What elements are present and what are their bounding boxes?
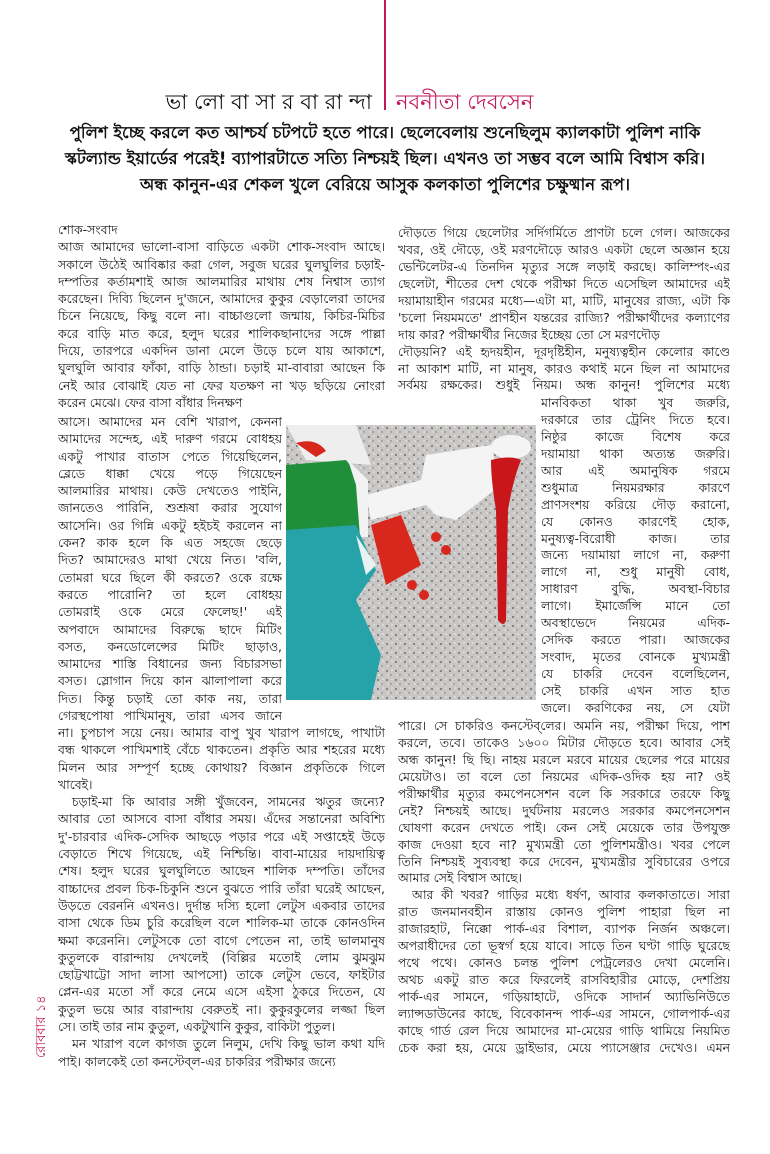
text-line: দিত? আমাদেরও মাথা খেয়ে নিত। 'বলি,: [58, 552, 282, 568]
text-line: আর কী খবর? গাড়ির মধ্যে ধর্ষণ, আবার কলকাতাতে। সারা: [412, 887, 730, 903]
text-line: লাগে না, শুধু মানুষী বোধ,: [541, 564, 730, 580]
text-line: অপরাধীদের তো ভূস্বর্গ হয়ে যাবে। সাড়ে তিন ঘণ্টা গাড়ি ঘুরেছে: [398, 938, 730, 954]
text-line: যে চাকরি দেবেন বলেছিলেন,: [541, 666, 730, 681]
right-column-wrap: [541, 395, 730, 717]
text-line: ছোট্টখাট্টো সাদা লাসা আপসো) তাকে লেটুস ভেবে, ফাইটার: [58, 967, 385, 983]
text-line: নেই? নিশ্চয়ই আছে। দুর্ঘটনায় মরলেও সরকার কমপেনসেশন: [398, 802, 730, 818]
text-line: প্রাণসংশয় করিয়ে দৌড় করানো,: [541, 496, 730, 512]
text-line: পারে। সে চাকরিও কনস্টেব্‌লের। অমনি নয়, পরীক্ষা দিয়ে, পাশ: [398, 718, 730, 733]
text-line: কুতুল ভয়ে আর বারান্দায় বেরুতই না। কুকুরকুলের লজ্জা ছিল: [58, 1001, 385, 1017]
text-line: আবার তো আসবে বাসা বাঁধার সময়। এঁদের সন্তানেরা অবিশ্যি: [58, 811, 385, 827]
text-line: লাগে। ইমার্জেন্সি মানে তো: [541, 598, 730, 614]
text-line: সকালে উঠেই আবিষ্কার করা গেল, সবুজ ঘরের ঘুলঘুলির চড়াই-: [58, 256, 385, 272]
text-line: বন্ধ থাকলে পাখিমশাই বেঁচে থাকতেন। প্রকৃতি আর শহরের মধ্যে: [58, 742, 385, 758]
text-line: দায় কার? পরীক্ষার্থীর নিজের ইচ্ছেয় তো সে মরণদৌড়: [398, 326, 660, 342]
article-photo: [286, 425, 536, 700]
text-line: মেয়েটাও। তা বলে তো নিয়মের এদিক-ওদিক হয় না? ওই: [398, 768, 730, 784]
text-line: জলে। করণিকের নয়, সে যেটা: [541, 699, 730, 715]
text-line: একটু পাখার বাতাস পেতে গিয়েছিলেন,: [58, 448, 282, 464]
text-line: অন্ধ কানুন! ছি ছি। নাহয় মরলে মরবে মায়ের ছেলের পরে মায়ের: [398, 751, 730, 767]
text-line: সেই চাকরি এখন সাত হাত: [541, 682, 730, 698]
text-line: আজ আমাদের ভালো-বাসা বাড়িতে একটা শোক-সংবাদ আছে।: [58, 239, 385, 255]
text-line: বেড়াতে শিখে গিয়েছে, এই নিশ্চিন্তি। বাবা-মায়ের দায়দায়িত্ব: [58, 846, 385, 862]
text-line: পাই। কালকেই তো কনস্টেব্‌ল-এর চাকরির পরীক্ষার জন্যে: [58, 1053, 336, 1069]
text-line: যে কোনও কারণেই হোক,: [541, 513, 730, 529]
text-line: বাসা থেকে ডিম চুরি করেছিল বলে শালিক-মা তাকে কোনওদিন: [58, 915, 385, 931]
text-line: করতে পারোনি? তা হলে বোধহয়: [58, 586, 282, 602]
text-line: পার্ক-এর সামনে, গড়িয়াহাটে, ওদিকে সাদার্ন অ্যাভিনিউতে: [398, 989, 730, 1004]
text-line: কুতুলকে বারান্দায় দেখলেই (বিল্লির মতোই লোম ঝুমঝুম: [58, 949, 385, 965]
text-line: ল্যান্সডাউনের কাছে, বিবেকানন্দ পার্ক-এর সামনে, গোলপার্ক-এর: [398, 1005, 730, 1021]
text-line: খাবেই।: [58, 776, 93, 792]
author-name: নবনীতা দেবসেন: [396, 90, 534, 114]
running-figure-blood-illustration-icon: [286, 425, 536, 700]
text-line: রাত জনমানবহীন রাস্তায় কোনও পুলিশ পাহারা ছিল না: [398, 904, 730, 920]
text-line: নেই আর বোঝাই যেত না ফের যতক্ষণ না খড় ছড়িয়ে নোংরা: [58, 377, 385, 393]
text-line: বাচ্চাদের প্রবল চিক-চিকুনি শুনে বুঝতে পারি তাঁরা ঘরেই আছেন,: [58, 880, 385, 896]
text-line: মানবিকতা থাকা খুব জরুরি,: [541, 395, 730, 410]
text-line: চিনে নিয়েছে, কিছু বলে না। বাচ্চাগুলো জন্মায়, কিচির-মিচির: [58, 308, 385, 324]
text-line: দরকারে তার ট্রেনিং দিতে হবে।: [541, 411, 730, 427]
text-line: জন্যে দয়ামায়া লাগে না, করুণা: [541, 547, 730, 563]
text-line: প্লেন-এর মতো সাঁ করে নেমে এসে এইসা ঠুকরে দিতেন, যে: [58, 984, 385, 1000]
text-line: মনুষ্যত্ব-বিরোধী কাজ। তার: [541, 530, 730, 546]
text-line: অবস্থাভেদে নিয়মের এদিক-: [541, 615, 730, 631]
standfirst-line: পুলিশ ইচ্ছে করলে কত আশ্চর্য চটপটে হতে পারে। ছেলেবেলায় শুনেছিলুম ক্যালকাটা পুলিশ নাকি: [69, 123, 701, 142]
text-line: দৌড়তে গিয়ে ছেলেটার সর্দিগর্মিতে প্রাণটা চলে গেল। আজকের: [398, 225, 730, 240]
text-line: পথে পথে। কোনও চলন্ত পুলিশ পেট্রলেরও দেখা মেলেনি।: [398, 955, 730, 971]
text-line: আলমারির মাথায়। কেউ দেখতেও পাইনি,: [58, 483, 282, 499]
text-line: দম্পতির কর্তামশাই আজ আলমারির মাথায় শেষ নিশ্বাস ত্যাগ: [58, 273, 385, 289]
text-line: চড়াই-মা কি আবার সঙ্গী খুঁজবেন, সামনের ঋতুর জন্যে?: [72, 794, 385, 810]
text-line: না আকাশ মাটি, না মানুষ, কারও কথাই মনে ছিল না আমাদের: [398, 360, 730, 376]
left-column-wrap: [58, 413, 282, 724]
column-title: ভা লো বা সা র বা রা ন্দা: [165, 90, 372, 114]
page-folio: রোববার ১৪: [34, 995, 49, 1058]
text-line: ঘুলঘুলি আবার ফাঁকা, বাড়ি ঠান্ডা। চড়াই মা-বাবারা আছেন কি: [58, 360, 385, 376]
section-heading: শোক-সংবাদ: [58, 222, 118, 237]
text-line: বসত, কনডোলেন্সের মিটিং ছাড়াও,: [58, 638, 282, 654]
text-line: সেদিক করতে পারা। আজকের: [541, 632, 730, 648]
text-line: শুধুমাত্র নিয়মরক্ষার কারণে: [541, 479, 730, 495]
text-line: রাজারহাট, নিক্কো পার্ক-এর বিশাল, ব্যাপক নির্জন অঞ্চলে।: [398, 921, 730, 937]
text-line: আমাদের সন্দেহ, এই দারুণ গরমে বোধহয়: [58, 431, 282, 447]
text-line: দিয়ে, তারপরে একদিন ডানা মেলে উড়ে চলে যায় আকাশে,: [58, 343, 385, 359]
text-line: করেন মেঝে। ফের বাসা বাঁধার দিনক্ষণ: [58, 394, 243, 410]
left-column-top: [58, 221, 385, 411]
text-line: সাধারণ বুদ্ধি, অবস্থা-বিচার: [541, 581, 730, 597]
standfirst-line: স্কটল্যান্ড ইয়ার্ডের পরেই! ব্যাপারটাতে সত্যি নিশ্চয়ই ছিল। এখনও তা সম্ভব বলে আমি বিশ্বাস করি।: [65, 149, 705, 168]
standfirst-line: অন্ধ কানুন-এর শেকল খুলে বেরিয়ে আসুক কলকাতা পুলিশের চক্ষুষ্মান রূপ।: [139, 175, 631, 194]
text-line: খবর, ওই দৌড়ে, ওই মরণদৌড়ে আরও একটা ছেলে অজ্ঞান হয়ে: [398, 241, 730, 257]
text-line: করেছেন। দিব্যি ছিলেন দু'জনে, আমাদের কুকুর বেড়ালেরা তাদের: [58, 291, 385, 307]
text-line: দিত। কিন্তু চড়াই তো কাক নয়, তারা: [58, 690, 282, 706]
text-line: ছেলেটা, শীতের দেশ থেকে পরীক্ষা দিতে এসেছিল আমাদের এই: [398, 275, 730, 291]
right-column-bottom: [398, 718, 730, 1057]
text-line: আসেনি। ওর গিন্নি একটু হইচই করলেন না: [58, 517, 282, 533]
text-line: 'চলো নিয়মমতে' প্রাণহীন যন্তরের রাজ্যি? পরীক্ষার্থীদের কল্যাণের: [398, 309, 730, 325]
text-line: কাছে গার্ড রেল দিয়ে আমাদের মা-মেয়ের গাড়ি থামিয়ে নিয়মিত: [398, 1022, 730, 1038]
text-line: সর্বময় রক্ষকের। শুধুই নিয়ম। অন্ধ কানুন! পুলিশের মধ্যে: [398, 377, 730, 393]
text-line: শেষ। হলুদ ঘরের ঘুলঘুলিতে আছেন শালিক দম্পতি। তাঁদের: [58, 863, 385, 879]
left-column-bottom: [58, 724, 385, 1070]
text-line: উড়তে বেরননি এখনও। দুর্দান্ত দস্যি হলো লেটুস একবার তাদের: [58, 897, 385, 913]
text-line: গেরস্থপোষা পাখিমানুষ, তারা এসব জানে: [58, 708, 282, 724]
text-line: নিষ্ঠুর কাজে বিশেষ করে: [541, 428, 730, 444]
text-line: তিনি নিশ্চয়ই সুব্যবস্থা করে দেবেন, মুখ্যমন্ত্রীর সুবিচারের ওপরে: [398, 853, 730, 869]
text-line: পরীক্ষার্থীর মৃত্যুর কমপেনসেশন বলে কি সরকারে তরফে কিছু: [398, 785, 730, 801]
text-line: না। চুপচাপ সয়ে নেয়। আমার বাপু খুব খারাপ লাগছে, পাখাটা: [58, 725, 385, 740]
text-line: দু'-চারবার এদিক-সেদিক আছড়ে পড়ার পরে এই সপ্তাহেই উড়ে: [58, 828, 385, 844]
text-line: দয়ামায়াহীন গরমের মধ্যে—এটা মা, মাটি, মানুষের রাজ্য, এটা কি: [398, 292, 730, 308]
text-line: সংবাদ, মৃতের বোনকে মুখ্যমন্ত্রী: [541, 649, 730, 665]
text-line: ব্লেডে ধাক্কা খেয়ে পড়ে গিয়েছেন: [58, 465, 282, 481]
text-line: করলে, তবে। তাকেও ১৬০০ মিটার দৌড়তে হবে। আবার সেই: [398, 734, 730, 750]
text-line: ভেন্টিলেটর-এ তিনদিন মৃত্যুর সঙ্গে লড়াই করছে। কালিম্পং-এর: [398, 258, 730, 274]
text-line: দৌড়য়নি? এই হৃদয়হীন, দূরদৃষ্টিহীন, মনুষ্যত্বহীন কেলোর কাণ্ডে: [398, 343, 730, 359]
text-line: কেন? কাক হলে কি এত সহজে ছেড়ে: [58, 535, 282, 551]
text-line: তোমরা ঘরে ছিলে কী করতে? ওকে রক্ষে: [58, 569, 282, 585]
text-line: সে। তাই তার নাম কুতুল, একটুখানি কুকুর, বাকিটা পুতুল।: [58, 1019, 336, 1035]
text-line: চেক করা হয়, মেয়ে ড্রাইভার, মেয়ে প্যাসেঞ্জার দেখেও। এমন: [398, 1039, 730, 1055]
text-line: আমাদের শাস্তি বিধানের জন্য বিচারসভা: [58, 656, 282, 672]
header-divider: [384, 0, 386, 110]
text-line: বসত। স্লোগান দিয়ে কান ঝালাপালা করে: [58, 673, 282, 689]
text-line: তোমরাই ওকে মেরে ফেলেছ!' এই: [58, 604, 282, 620]
text-line: আর এই অমানুষিক গরমে: [541, 462, 730, 478]
text-line: ক্ষমা করেননি। লেটুসকে তো বাগে পেতেন না, তাই ভালমানুষ: [58, 932, 385, 948]
text-line: করে বাড়ি মাত করে, হলুদ ঘরের শালিকছানাদের সঙ্গে পাল্লা: [58, 325, 385, 341]
text-line: দয়ামায়া থাকা অত্যন্ত জরুরি।: [541, 445, 730, 461]
text-line: অপবাদে আমাদের বিরুদ্ধে ছাদে মিটিং: [58, 621, 282, 637]
right-column-top: [398, 225, 730, 394]
text-line: ঘোষণা করেন দেখতে পাই। কেন সেই মেয়েকে তার উপযুক্ত: [398, 819, 730, 835]
text-line: আসে। আমাদের মন বেশি খারাপ, কেননা: [58, 414, 282, 429]
text-line: মন খারাপ বলে কাগজ তুলে নিলুম, দেখি কিছু ভাল কথা যদি: [72, 1036, 385, 1052]
text-line: জানতেও পারিনি, শুশ্রূষা করার সুযোগ: [58, 500, 282, 516]
standfirst: [40, 120, 730, 198]
text-line: কাজ দেওয়া হবে না? মুখ্যমন্ত্রী তো পুলিশমন্ত্রীও। খবর পেলে: [398, 836, 730, 852]
text-line: আমার সেই বিশ্বাস আছে।: [398, 870, 522, 886]
text-line: অথচ একটু রাত করে ফিরলেই রাসবিহারীর মোড়ে, দেশপ্রিয়: [398, 972, 730, 988]
text-line: মিলন আর সম্পূর্ণ হচ্ছে কোথায়? বিজ্ঞান প্রকৃতিকে গিলে: [58, 759, 385, 775]
